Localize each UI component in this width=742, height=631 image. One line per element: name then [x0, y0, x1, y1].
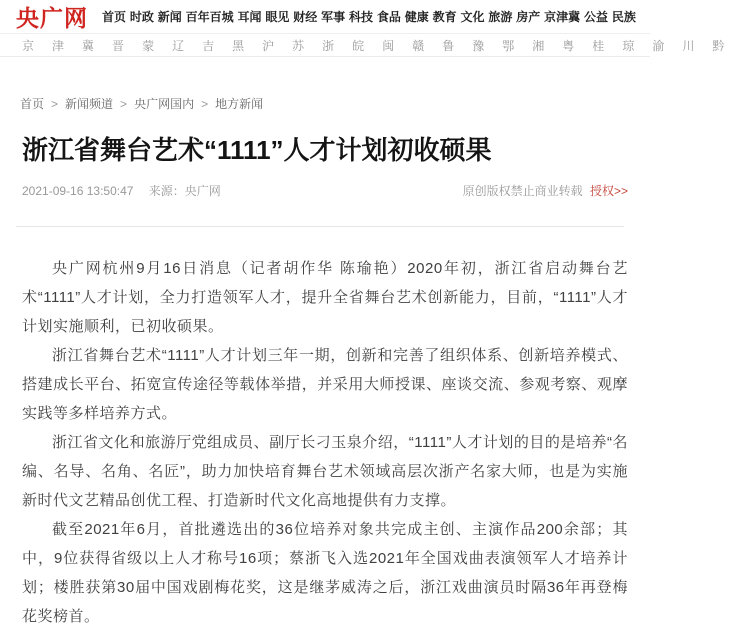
nav-item[interactable]: 首页 [102, 10, 127, 24]
province-link[interactable]: 闽 [382, 38, 395, 53]
province-link[interactable]: 渝 [652, 38, 665, 53]
nav-item[interactable]: 健康 [404, 10, 429, 24]
article-paragraph: 截至2021年6月，首批遴选出的36位培养对象共完成主创、主演作品200余部；其中，9位获得省级以上人才称号16项；蔡浙飞入选2021年全国戏曲表演领军人才培养计划；楼胜获第30届中国戏剧梅花奖，这是继茅威涛之后，浙江戏曲演员时隔36年再登梅花奖榜首。 [22, 521, 628, 625]
province-link[interactable]: 冀 [82, 38, 95, 53]
nav-item[interactable]: 京津冀 [544, 10, 581, 24]
nav-item[interactable]: 眼见 [265, 10, 290, 24]
province-link[interactable]: 桂 [592, 38, 605, 53]
nav-item[interactable]: 财经 [293, 10, 318, 24]
nav-item[interactable]: 教育 [432, 10, 457, 24]
article-paragraph: 浙江省舞台艺术“1111”人才计划三年一期，创新和完善了组织体系、创新培养模式、搭建成长平台、拓宽宣传途径等载体举措，并采用大师授课、座谈交流、参观考察、观摩实践等多样培养方式。 [22, 347, 628, 422]
nav-item[interactable]: 房产 [516, 10, 541, 24]
province-link[interactable]: 鲁 [442, 38, 455, 53]
province-link[interactable]: 沪 [262, 38, 275, 53]
province-link[interactable]: 辽 [172, 38, 185, 53]
province-link[interactable]: 晋 [112, 38, 125, 53]
breadcrumb-label[interactable]: 新闻频道 [65, 97, 114, 111]
province-link[interactable]: 琼 [622, 38, 635, 53]
source-label: 来源： [148, 184, 185, 198]
site-header [0, 0, 725, 57]
nav-item[interactable]: 公益 [584, 10, 609, 24]
nav-item[interactable]: 百年百城 [185, 10, 234, 24]
breadcrumb-label[interactable]: 首页 [20, 97, 45, 111]
nav-item[interactable]: 食品 [376, 10, 401, 24]
province-link[interactable]: 黔 [712, 38, 725, 53]
province-link[interactable]: 湘 [532, 38, 545, 53]
breadcrumb-separator: > [51, 96, 59, 111]
source-name: 央广网 [184, 184, 221, 198]
province-link[interactable]: 豫 [472, 38, 485, 53]
breadcrumb-item[interactable] [134, 95, 215, 112]
article [0, 134, 650, 631]
article-title: 浙江省舞台艺术“1111”人才计划初收硕果 [22, 135, 492, 165]
breadcrumb [0, 95, 650, 112]
nav-item[interactable]: 时政 [129, 10, 154, 24]
article-meta-left [22, 182, 221, 199]
top-nav-bar [0, 0, 650, 34]
province-link[interactable]: 津 [52, 38, 65, 53]
nav-item[interactable]: 旅游 [488, 10, 513, 24]
nav-item[interactable]: 民族 [611, 10, 636, 24]
breadcrumb-item[interactable] [65, 95, 134, 112]
province-nav [0, 34, 725, 57]
breadcrumb-label[interactable]: 央广网国内 [134, 97, 195, 111]
meta-divider [16, 226, 624, 227]
article-meta-right [463, 182, 628, 199]
province-link[interactable]: 京 [22, 38, 35, 53]
copyright-notice: 原创版权禁止商业转载 [462, 184, 583, 198]
nav-item[interactable]: 新闻 [157, 10, 182, 24]
province-link[interactable]: 粤 [562, 38, 575, 53]
province-link[interactable]: 赣 [412, 38, 425, 53]
article-body [22, 254, 628, 631]
province-link[interactable]: 苏 [292, 38, 305, 53]
province-link[interactable]: 吉 [202, 38, 215, 53]
province-link[interactable]: 川 [682, 38, 695, 53]
breadcrumb-separator: > [201, 96, 209, 111]
nav-item[interactable]: 军事 [321, 10, 346, 24]
province-link[interactable]: 浙 [322, 38, 335, 53]
breadcrumb-label[interactable]: 地方新闻 [215, 97, 264, 111]
nav-item[interactable]: 科技 [349, 10, 374, 24]
province-link[interactable]: 鄂 [502, 38, 515, 53]
article-meta [22, 182, 628, 199]
publish-datetime: 2021-09-16 13:50:47 [22, 184, 134, 198]
site-logo[interactable]: 央广网 [16, 5, 88, 31]
breadcrumb-item[interactable] [215, 95, 263, 112]
nav-item[interactable]: 耳闻 [237, 10, 262, 24]
breadcrumb-separator: > [120, 96, 128, 111]
main-nav [102, 8, 636, 25]
province-link[interactable]: 黑 [232, 38, 245, 53]
article-paragraph: 央广网杭州9月16日消息（记者胡作华 陈瑜艳）2020年初，浙江省启动舞台艺术“1111”人才计划，全力打造领军人才，提升全省舞台艺术创新能力，目前，“1111”人才计划实施顺利，已初收硕果。 [22, 260, 628, 335]
article-paragraph: 浙江省文化和旅游厅党组成员、副厅长刁玉泉介绍，“1111”人才计划的目的是培养“名编、名导、名角、名匠”，助力加快培育舞台艺术领域高层次浙产名家大师，也是为实施新时代文艺精品创优工程、打造新时代文化高地提供有力支撑。 [22, 434, 628, 509]
province-link[interactable]: 蒙 [142, 38, 155, 53]
nav-item[interactable]: 文化 [460, 10, 485, 24]
license-link[interactable]: 授权>> [589, 184, 628, 198]
province-link[interactable]: 皖 [352, 38, 365, 53]
breadcrumb-item[interactable] [20, 95, 65, 112]
